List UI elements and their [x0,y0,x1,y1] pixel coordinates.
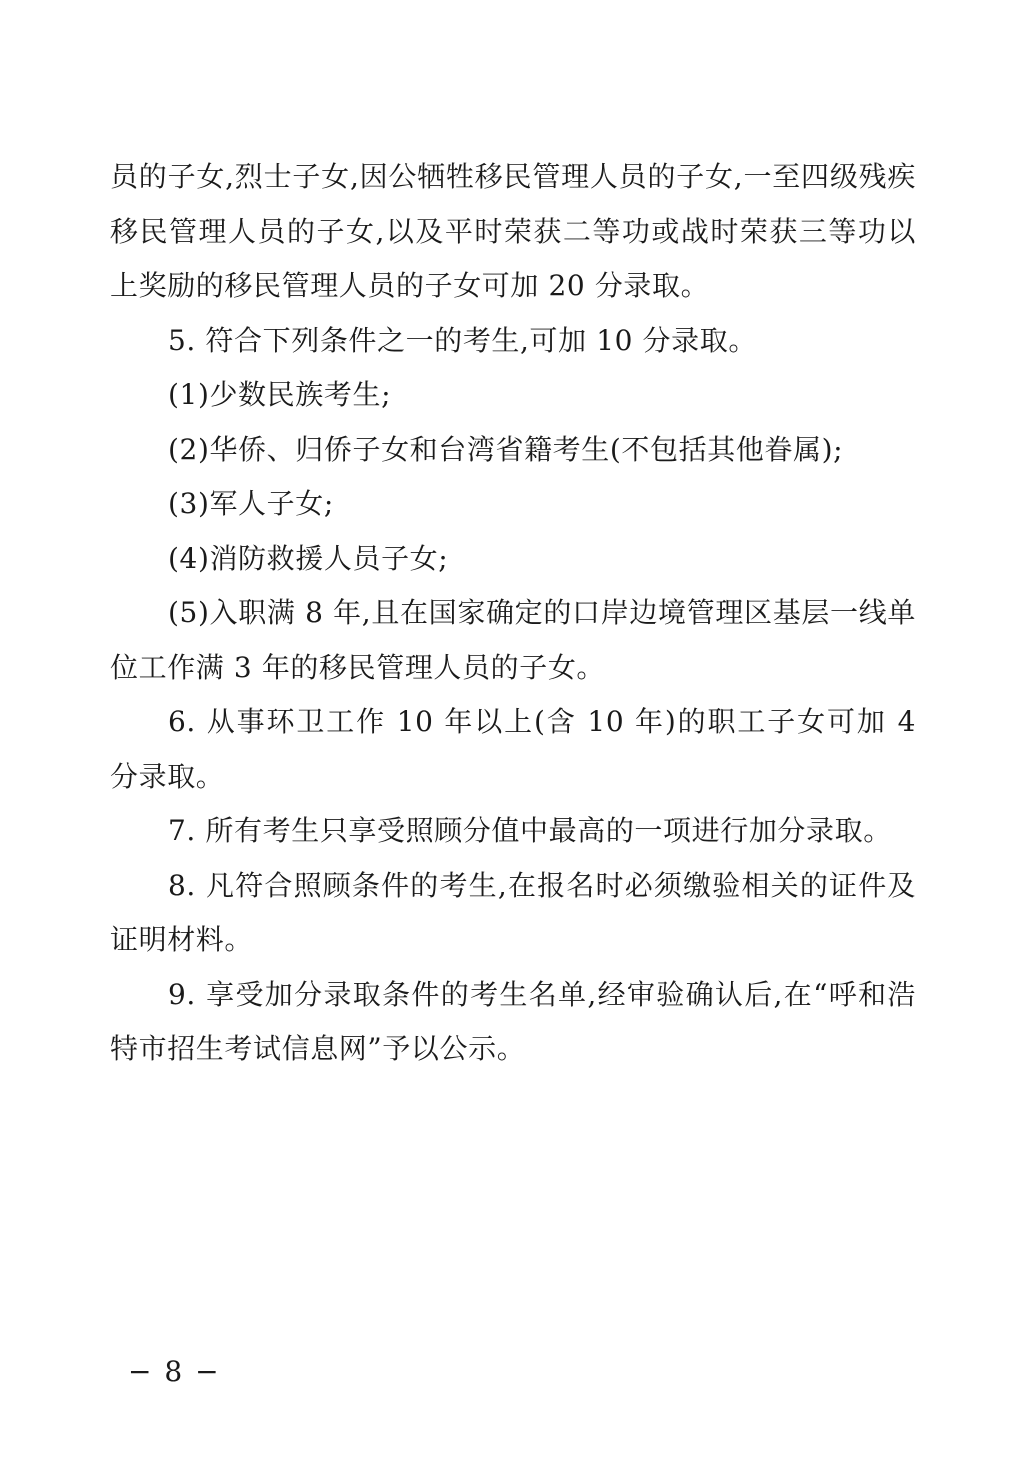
paragraph-item-5-4: (4)消防救援人员子女; [168,541,449,575]
page-number: − 8 − [128,1355,221,1388]
paragraph-item-5-2: (2)华侨、归侨子女和台湾省籍考生(不包括其他眷属); [168,432,844,466]
paragraph-item-5-5: (5)入职满 8 年,且在国家确定的口岸边境管理区基层一线单位工作满 3 年的移民管理人员的子女。 [110,596,916,684]
paragraph-item-9: 9. 享受加分录取条件的考生名单,经审验确认后,在“呼和浩特市招生考试信息网”予以公示。 [110,977,916,1065]
paragraph-item-7: 7. 所有考生只享受照顾分值中最高的一项进行加分录取。 [168,814,892,847]
paragraph-item-5: 5. 符合下列条件之一的考生,可加 10 分录取。 [168,323,757,357]
paragraph-item-8: 8. 凡符合照顾条件的考生,在报名时必须缴验相关的证件及证明材料。 [110,868,916,956]
paragraph-item-5-1: (1)少数民族考生; [168,378,392,411]
paragraph-item-6: 6. 从事环卫工作 10 年以上(含 10 年)的职工子女可加 4 分录取。 [110,705,916,793]
document-body [110,150,916,1077]
paragraph-item-5-3: (3)军人子女; [168,487,334,520]
paragraph-continuation: 员的子女,烈士子女,因公牺牲移民管理人员的子女,一至四级残疾移民管理人员的子女,以及平时荣获二等功或战时荣获三等功以上奖励的移民管理人员的子女可加 20 分录取。 [110,160,916,302]
